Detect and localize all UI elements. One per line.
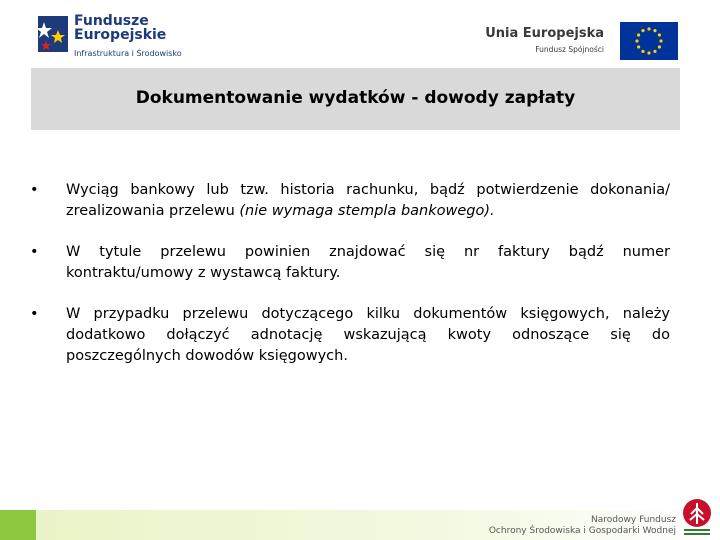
ue-logo-title: Unia Europejska: [485, 26, 604, 41]
bullet-list: [30, 180, 670, 387]
fe-stars-icon: [36, 14, 70, 54]
bullet-item: [30, 180, 670, 222]
unia-europejska-logo: [478, 22, 678, 62]
slide-title: Dokumentowanie wydatków - dowody zapłaty: [135, 88, 576, 108]
footer-green-block: [0, 510, 36, 540]
bullet-text: Wyciąg bankowy lub tzw. historia rachunku, bądź potwierdzenie dokonania/ zrealizowania przelewu: [66, 182, 670, 219]
fe-logo-line2: Europejskie: [74, 27, 167, 43]
bullet-marker: •: [30, 306, 39, 322]
bullet-marker: •: [30, 244, 39, 260]
bullet-italic-note: (nie wymaga stempla bankowego).: [239, 203, 495, 219]
nfosigw-tree-icon: [680, 498, 714, 538]
fe-logo-subtitle: Infrastruktura i Środowisko: [74, 49, 182, 58]
nfosigw-line1: Narodowy Fundusz: [591, 515, 676, 525]
bullet-item: [30, 304, 670, 367]
fe-logo-line1: Fundusze: [74, 13, 149, 29]
title-band: [31, 68, 680, 130]
nfosigw-logo-text: [489, 515, 676, 537]
ue-logo-subtitle: Fundusz Spójności: [535, 45, 604, 54]
bullet-text: W tytule przelewu powinien znajdować się nr faktury bądź numer kontraktu/umowy z wystawcą faktury.: [66, 244, 670, 281]
bullet-marker: •: [30, 182, 39, 198]
fe-logo-text: [74, 14, 166, 42]
nfosigw-line2: Ochrony Środowiska i Gospodarki Wodnej: [488, 526, 676, 536]
eu-flag-icon: [620, 22, 678, 60]
fundusze-europejskie-logo: [36, 12, 186, 62]
bullet-text: W przypadku przelewu dotyczącego kilku dokumentów księgowych, należy dodatkowo dołączyć adnotację wskazującą kwoty odnoszące się do poszczególnych dowodów księgowych.: [66, 306, 670, 364]
bullet-item: [30, 242, 670, 284]
